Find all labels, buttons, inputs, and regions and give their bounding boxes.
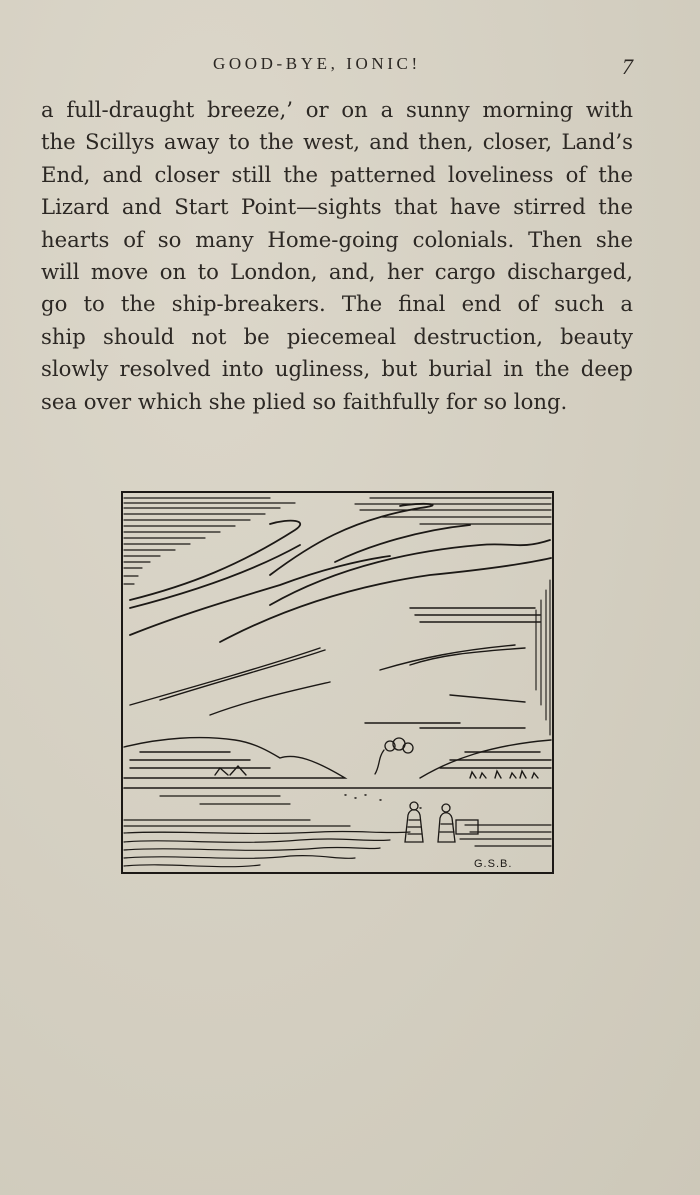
sky-hatching (124, 498, 295, 584)
running-head-title: GOOD-BYE, IONIC! (213, 54, 421, 73)
text-line: Lizard and Start Point—sights that have stirred the (41, 194, 633, 220)
page-number: 7 (622, 54, 633, 79)
text-line: sea over which she plied so faithfully for so long. (41, 388, 568, 414)
left-headland (124, 738, 345, 778)
body-paragraph (41, 94, 633, 418)
text-line: ship should not be piecemeal destruction, beauty (41, 323, 633, 349)
text-line: go to the ship-breakers. The final end of such a (41, 291, 633, 317)
text-line: a full-draught breeze,’ or on a sunny morning with (41, 97, 633, 122)
right-headland (420, 740, 551, 778)
figures (405, 802, 478, 842)
text-line: will move on to London, and, her cargo discharged, (41, 259, 633, 285)
woodcut-illustration (120, 490, 555, 875)
text-line: the Scillys away to the west, and then, closer, Land’s (41, 129, 633, 155)
seascape-drawing (120, 490, 555, 875)
text-line: hearts of so many Home-going colonials. Then she (41, 226, 633, 252)
text-line: End, and closer still the patterned loveliness of the (41, 161, 633, 187)
illustrator-signature: G.S.B. (474, 858, 513, 870)
text-line: slowly resolved into ugliness, but burial in the deep (41, 356, 633, 382)
sea-hatching (124, 796, 551, 867)
